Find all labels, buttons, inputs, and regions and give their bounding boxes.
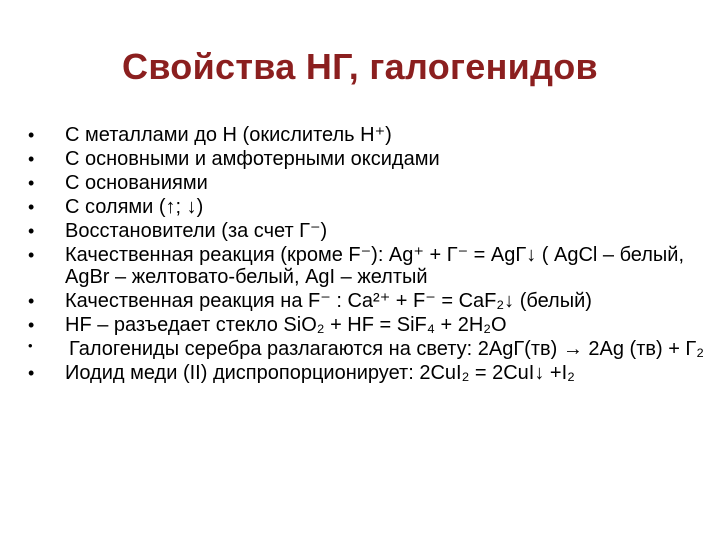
list-item: [28, 124, 708, 146]
list-item-text: С основными и амфотерными оксидами: [65, 148, 440, 170]
list-item-text: Иодид меди (II) диспропорционирует: 2CuI₂ = 2CuI↓ +I₂: [65, 362, 575, 384]
bullet-icon: •: [28, 315, 35, 335]
bullet-icon: •: [28, 125, 35, 145]
list-item-text: С основаниями: [65, 172, 208, 194]
list-item: [28, 362, 708, 384]
list-item: [28, 314, 708, 336]
list-item-text: HF – разъедает стекло SiO₂ + HF = SiF₄ + 2H₂O: [65, 314, 507, 336]
list-item: [28, 338, 708, 360]
list-item: [28, 244, 708, 288]
bullet-icon: •: [28, 197, 35, 217]
bullet-icon: •: [28, 221, 35, 241]
bullet-icon: •: [28, 363, 35, 383]
list-item-text: Галогениды серебра разлагаются на свету: 2AgГ(тв) → 2Ag (тв) + Г₂: [69, 338, 705, 360]
bullet-list: [28, 124, 708, 386]
bullet-icon: •: [28, 173, 35, 193]
bullet-icon: •: [28, 338, 33, 353]
bullet-icon: •: [28, 245, 35, 265]
list-item-text: Качественная реакция (кроме F⁻): Ag⁺ + Г⁻ = AgГ↓ ( AgCl – белый, AgBr – желтовато-белый, AgI – желтый: [65, 244, 685, 288]
list-item-text: Восстановители (за счет Г⁻): [65, 220, 328, 242]
bullet-icon: •: [28, 149, 35, 169]
bullet-icon: •: [28, 291, 35, 311]
list-item: [28, 196, 708, 218]
list-item: [28, 220, 708, 242]
list-item-text: С металлами до Н (окислитель Н⁺): [65, 124, 392, 146]
list-item: [28, 172, 708, 194]
list-item-text: Качественная реакция на F⁻ : Ca²⁺ + F⁻ = CaF₂↓ (белый): [65, 290, 592, 312]
slide-title: Свойства НГ, галогенидов: [122, 46, 598, 87]
list-item: [28, 148, 708, 170]
list-item: [28, 290, 708, 312]
list-item-text: С солями (↑; ↓): [65, 196, 204, 218]
